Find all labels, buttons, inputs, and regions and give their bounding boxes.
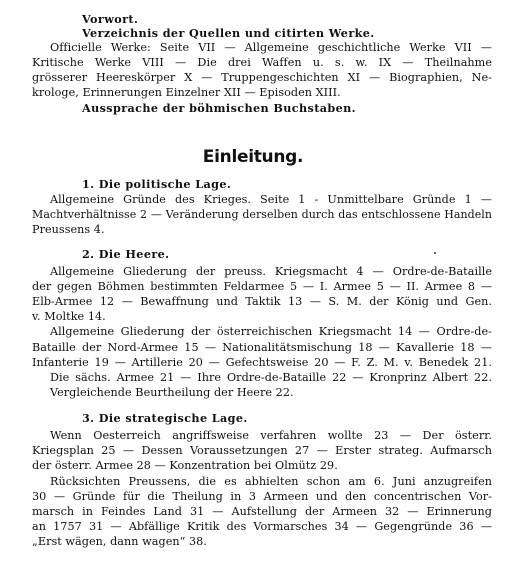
section-line: der österr. Armee 28 — Konzentration bei Olmütz 29. [32, 459, 338, 472]
section-line: Wenn Oesterreich angriffsweise verfahren wollte 23 — Der österr. [50, 429, 492, 442]
section-line: 30 — Gründe für die Theilung in 3 Armeen und den concentrischen Vor- [32, 490, 492, 503]
vorwort-entry: Vorwort. [82, 12, 139, 26]
section-line: Allgemeine Gliederung der österreichischen Kriegsmacht 14 — Ordre-de- [50, 325, 492, 338]
ink-speck [434, 252, 436, 254]
section-line: Infanterie 19 — Artillerie 20 — Gefechtsweise 20 — F. Z. M. v. Benedek 21. [32, 356, 492, 369]
section-heading: 2. Die Heere. [82, 247, 170, 261]
einleitung-title: Einleitung. [202, 147, 304, 167]
section-heading: 3. Die strategische Lage. [82, 411, 248, 425]
section-line: Allgemeine Gründe des Krieges. Seite 1 - Unmittelbare Gründe 1 — [50, 193, 492, 206]
aussprache-entry: Aussprache der böhmischen Buchstaben. [82, 101, 356, 115]
section-line: „Erst wägen, dann wagen“ 38. [32, 535, 207, 548]
section-line: Bataille der Nord-Armee 15 — Nationalitätsmischung 18 — Kavallerie 18 — [32, 341, 492, 354]
section-line: Die sächs. Armee 21 — Ihre Ordre-de-Bataille 22 — Kronprinz Albert 22. [50, 371, 492, 384]
section-heading: 1. Die politische Lage. [82, 177, 232, 191]
sources-line: krologe, Erinnerungen Einzelner XII — Episoden XIII. [32, 86, 341, 99]
section-line: v. Moltke 14. [32, 310, 106, 323]
verzeichnis-entry: Verzeichnis der Quellen und citirten Werke. [82, 26, 375, 40]
sources-line: Kritische Werke VIII — Die drei Waffen u. s. w. IX — Theilnahme [32, 56, 492, 69]
section-line: der gegen Böhmen bestimmten Feldarmee 5 — I. Armee 5 — II. Armee 8 — [32, 280, 492, 293]
section-line: Elb-Armee 12 — Bewaffnung und Taktik 13 — S. M. der König und Gen. [32, 295, 492, 308]
section-line: Machtverhältnisse 2 — Veränderung derselben durch das entschlossene Handeln [32, 208, 492, 221]
section-line: an 1757 31 — Abfällige Kritik des Vormarsches 34 — Gegengründe 36 — [32, 520, 492, 533]
sources-line: grösserer Heereskörper X — Truppengeschichten XI — Biographien, Ne- [32, 71, 492, 84]
section-line: Vergleichende Beurtheilung der Heere 22. [50, 386, 294, 399]
section-line: marsch in Feindes Land 31 — Aufstellung der Armeen 32 — Erinnerung [32, 505, 492, 518]
sources-line: Officielle Werke: Seite VII — Allgemeine geschichtliche Werke VII — [50, 41, 492, 54]
section-line: Rücksichten Preussens, die es abhielten schon am 6. Juni anzugreifen [50, 475, 492, 488]
section-line: Allgemeine Gliederung der preuss. Kriegsmacht 4 — Ordre-de-Bataille [50, 265, 492, 278]
section-line: Kriegsplan 25 — Dessen Voraussetzungen 27 — Erster strateg. Aufmarsch [32, 444, 492, 457]
section-line: Preussens 4. [32, 223, 105, 236]
